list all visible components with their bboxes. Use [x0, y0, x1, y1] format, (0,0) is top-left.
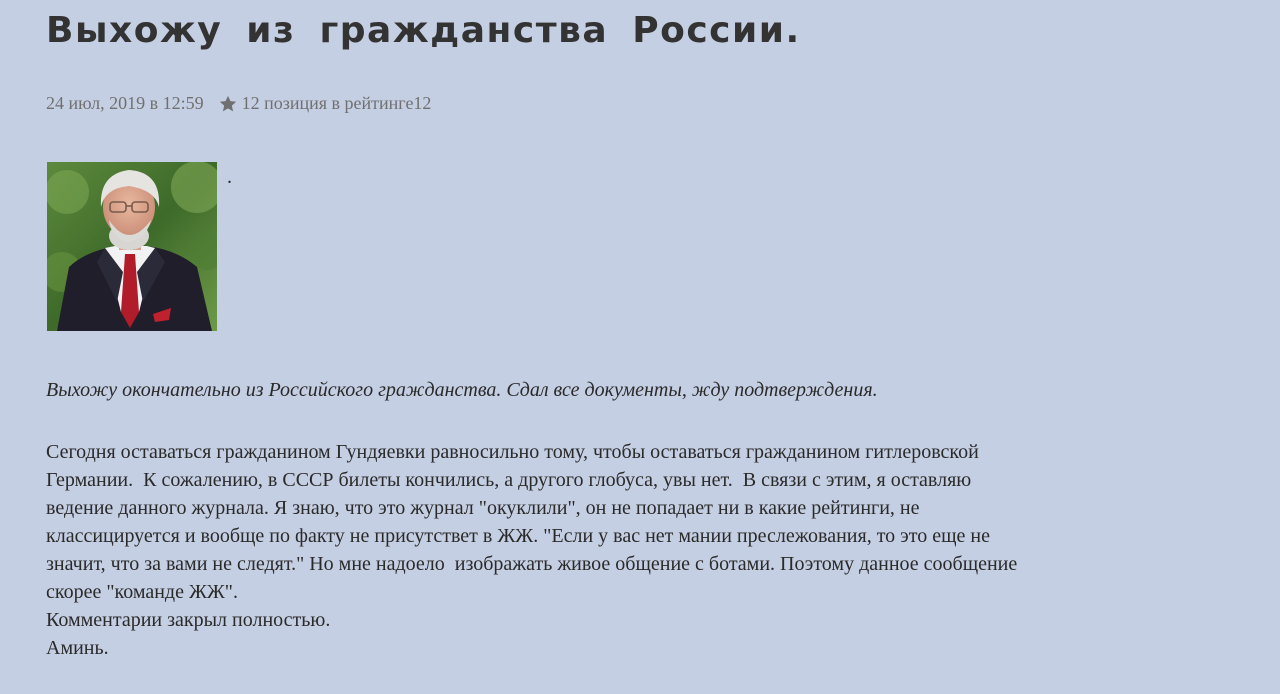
rating-text[interactable]: 12 позиция в рейтинге12 [241, 93, 432, 113]
body-line: классицируется и вообще по факту не присутствет в ЖЖ. "Если у вас нет мании преслежования, то это еще не [46, 525, 990, 547]
body-line: Аминь. [46, 637, 109, 659]
lead-paragraph: Выхожу окончательно из Российского гражданства. Сдал все документы, жду подтверждения. [46, 379, 878, 401]
page-title: Выхожу из гражданства России. [46, 10, 801, 51]
body-line: Комментарии закрыл полностью. [46, 609, 331, 631]
post-body [46, 438, 1256, 662]
author-photo [47, 162, 217, 331]
body-line: Германии. К сожалению, в СССР билеты кончились, а другого глобуса, увы нет. В связи с этим, я оставляю [46, 469, 972, 491]
post-meta [46, 93, 431, 114]
body-line: значит, что за вами не следят." Но мне надоело изображать живое общение с ботами. Поэтому данное сообщение [46, 553, 1018, 575]
star-icon [218, 94, 238, 114]
body-line: ведение данного журнала. Я знаю, что это журнал "окуклили", он не попадает ни в какие рейтинги, не [46, 497, 920, 519]
dot-text: . [227, 166, 232, 188]
body-line: скорее "команде ЖЖ". [46, 581, 238, 603]
body-line: Сегодня оставаться гражданином Гундяевки равносильно тому, чтобы оставаться гражданином гитлеровской [46, 441, 979, 463]
post-date[interactable]: 24 июл, 2019 в 12:59 [46, 93, 204, 113]
